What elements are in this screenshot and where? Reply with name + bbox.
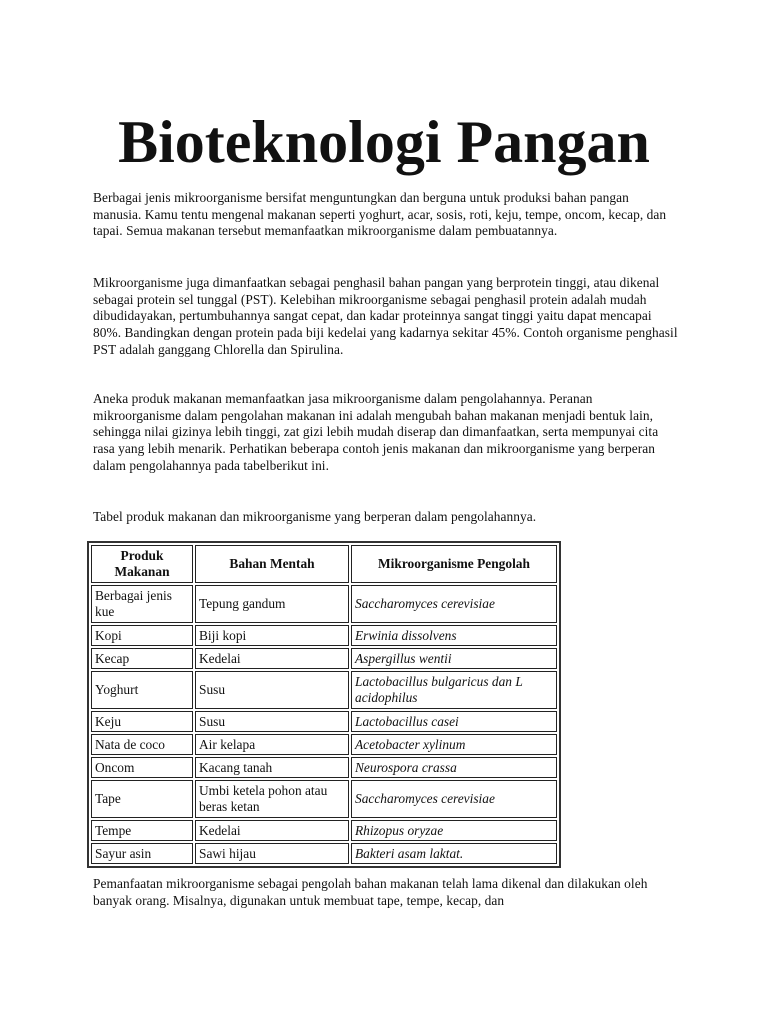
table-row [91, 843, 557, 864]
cell-mikroorganisme: Acetobacter xylinum [351, 734, 557, 755]
cell-produk: Berbagai jenis kue [91, 585, 193, 623]
cell-mikroorganisme: Saccharomyces cerevisiae [351, 585, 557, 623]
cell-bahan: Tepung gandum [195, 585, 349, 623]
table-row [91, 671, 557, 709]
table-caption: Tabel produk makanan dan mikroorganisme yang berperan dalam pengolahannya. [93, 509, 537, 524]
header-produk: Produk Makanan [91, 545, 193, 583]
cell-bahan: Kedelai [195, 820, 349, 841]
table-container [87, 541, 561, 868]
table-row [91, 734, 557, 755]
page-title: Bioteknologi Pangan [118, 109, 650, 175]
cell-produk: Oncom [91, 757, 193, 778]
cell-bahan: Susu [195, 671, 349, 709]
cell-bahan: Biji kopi [195, 625, 349, 646]
paragraph-products: Aneka produk makanan memanfaatkan jasa mikroorganisme dalam pengolahannya. Peranan mikroorganisme dalam pengolahan makanan ini adalah mengubah bahan makanan menjadi bentuk lain, sehingga nilai gizinya lebih tinggi, zat gizi lebih mudah diserap dan dimanfaatkan, serta mempunyai cita rasa yang lebih menarik. Perhatikan beberapa contoh jenis makanan dan mikroorganisme yang berperan dalam pengolahannya pada tabelberikut ini. [93, 391, 659, 473]
cell-produk: Tempe [91, 820, 193, 841]
cell-bahan: Umbi ketela pohon atau beras ketan [195, 780, 349, 818]
microorganism-table [87, 541, 561, 868]
header-bahan: Bahan Mentah [195, 545, 349, 583]
table-row [91, 780, 557, 818]
cell-produk: Nata de coco [91, 734, 193, 755]
cell-produk: Keju [91, 711, 193, 732]
cell-mikroorganisme: Bakteri asam laktat. [351, 843, 557, 864]
cell-mikroorganisme: Aspergillus wentii [351, 648, 557, 669]
cell-bahan: Susu [195, 711, 349, 732]
cell-bahan: Kedelai [195, 648, 349, 669]
cell-bahan: Sawi hijau [195, 843, 349, 864]
cell-produk: Kopi [91, 625, 193, 646]
cell-produk: Kecap [91, 648, 193, 669]
paragraph-pst: Mikroorganisme juga dimanfaatkan sebagai penghasil bahan pangan yang berprotein tinggi, atau dikenal sebagai protein sel tunggal (PST). Kelebihan mikroorganisme sebagai penghasil protein adalah mudah dibudidayakan, pertumbuhannya sangat cepat, dan kadar proteinnya sangat tinggi yaitu dapat mencapai 80%. Bandingkan dengan protein pada biji kedelai yang kadarnya sekitar 45%. Contoh organisme penghasil PST adalah ganggang Chlorella dan Spirulina. [93, 275, 678, 357]
table-row [91, 820, 557, 841]
table-row [91, 585, 557, 623]
cell-produk: Sayur asin [91, 843, 193, 864]
cell-mikroorganisme: Neurospora crassa [351, 757, 557, 778]
cell-bahan: Air kelapa [195, 734, 349, 755]
paragraph-intro: Berbagai jenis mikroorganisme bersifat menguntungkan dan berguna untuk produksi bahan pangan manusia. Kamu tentu mengenal makanan seperti yoghurt, acar, sosis, roti, keju, tempe, oncom, kecap, dan tapai. Semua makanan tersebut memanfaatkan mikroorganisme dalam pembuatannya. [93, 190, 667, 239]
cell-mikroorganisme: Lactobacillus casei [351, 711, 557, 732]
table-row [91, 648, 557, 669]
cell-mikroorganisme: Rhizopus oryzae [351, 820, 557, 841]
cell-produk: Yoghurt [91, 671, 193, 709]
cell-bahan: Kacang tanah [195, 757, 349, 778]
cell-mikroorganisme: Lactobacillus bulgaricus dan L acidophilus [351, 671, 557, 709]
table-row [91, 757, 557, 778]
header-mikroorganisme: Mikroorganisme Pengolah [351, 545, 557, 583]
cell-mikroorganisme: Saccharomyces cerevisiae [351, 780, 557, 818]
cell-produk: Tape [91, 780, 193, 818]
paragraph-usage: Pemanfaatan mikroorganisme sebagai pengolah bahan makanan telah lama dikenal dan dilakukan oleh banyak orang. Misalnya, digunakan untuk membuat tape, tempe, kecap, dan [93, 876, 648, 908]
table-row [91, 711, 557, 732]
table-row [91, 625, 557, 646]
table-header-row [91, 545, 557, 583]
cell-mikroorganisme: Erwinia dissolvens [351, 625, 557, 646]
